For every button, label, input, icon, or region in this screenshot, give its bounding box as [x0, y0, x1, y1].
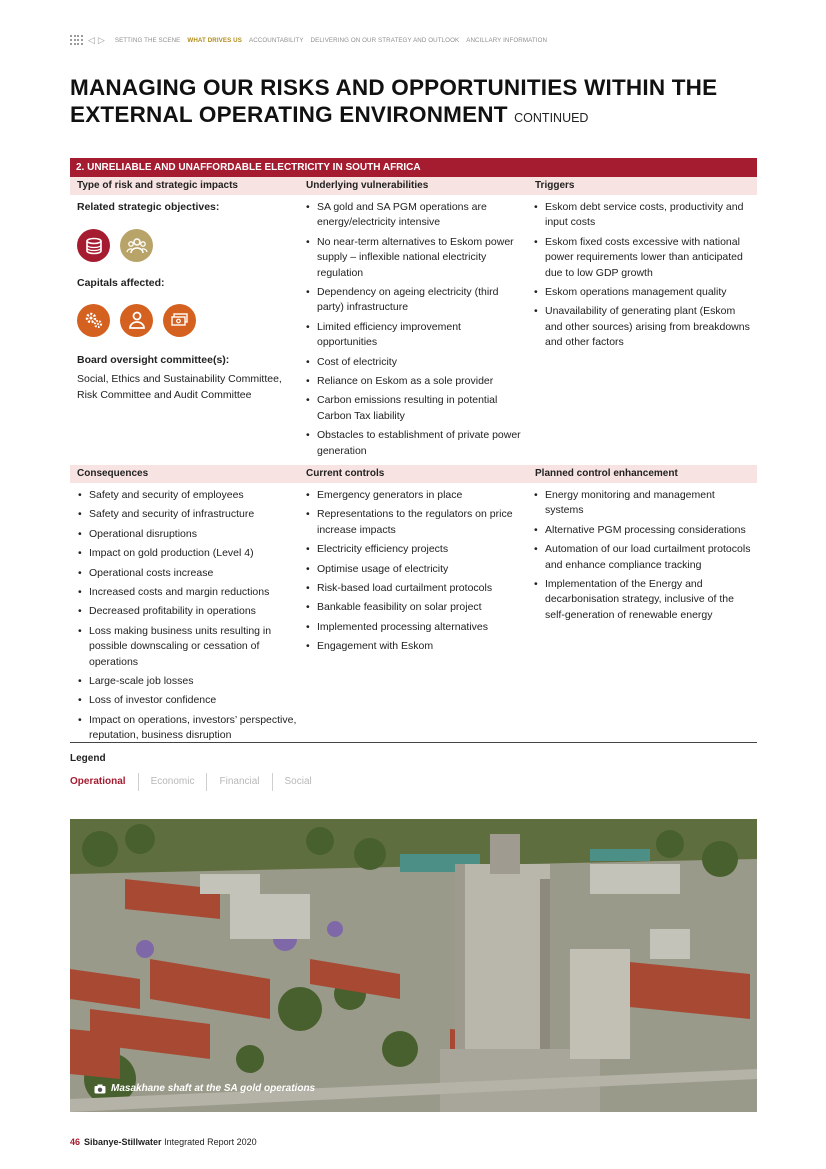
triggers-list — [533, 200, 753, 351]
board-oversight-text: Social, Ethics and Sustainability Committee, Risk Committee and Audit Committee — [77, 373, 282, 401]
mine-shaft-photo — [70, 819, 757, 1112]
header-type-of-risk: Type of risk and strategic impacts — [70, 177, 299, 195]
triggers-column — [533, 200, 753, 355]
legend-title: Legend — [70, 753, 106, 764]
list-item: • Unavailability of generating plant (Eskom and other sources) arising from breakdowns and other factors — [533, 304, 753, 350]
list-item: • No near-term alternatives to Eskom power supply – inflexible national electricity regulation — [305, 235, 523, 281]
list-item: • Eskom fixed costs excessive with national power requirements lower than anticipated due to low GDP growth — [533, 235, 753, 281]
list-item: • Carbon emissions resulting in potential Carbon Tax liability — [305, 393, 523, 424]
list-item: • Loss making business units resulting in possible downscaling or cessation of operations — [77, 624, 297, 670]
aerial-illustration — [70, 819, 757, 1112]
list-item: • Risk-based load curtailment protocols — [305, 581, 523, 596]
board-oversight-label: Board oversight committee(s): — [77, 353, 230, 366]
nav-ancillary-information[interactable]: ANCILLARY INFORMATION — [466, 36, 548, 44]
list-item: • Decreased profitability in operations — [77, 604, 297, 619]
section-heading: 2. UNRELIABLE AND UNAFFORDABLE ELECTRICITY IN SOUTH AFRICA — [70, 158, 757, 177]
legend-operational: Operational — [70, 776, 126, 787]
list-item: • Alternative PGM processing considerations — [533, 523, 753, 538]
list-item: • Implementation of the Energy and decarbonisation strategy, inclusive of the self-generation of renewable energy — [533, 577, 753, 623]
photo-caption-text: Masakhane shaft at the SA gold operations — [111, 1083, 316, 1094]
header-vulnerabilities: Underlying vulnerabilities — [299, 177, 528, 195]
page-title-line-1: MANAGING OUR RISKS AND OPPORTUNITIES WITHIN THE — [70, 75, 718, 100]
next-arrow-icon[interactable]: ▷ — [97, 35, 105, 45]
list-item: • Large-scale job losses — [77, 674, 297, 689]
list-item: • Dependency on ageing electricity (third party) infrastructure — [305, 285, 523, 316]
list-item: • Reliance on Eskom as a sole provider — [305, 374, 523, 389]
header-consequences: Consequences — [70, 465, 299, 483]
top-navigation — [70, 33, 547, 47]
banknotes-icon — [163, 304, 196, 337]
page-title — [70, 74, 760, 132]
page-number: 46 — [70, 1137, 81, 1147]
legend-economic: Economic — [138, 773, 207, 791]
previous-arrow-icon[interactable]: ◁ — [88, 35, 95, 45]
controls-column — [305, 488, 523, 659]
risk-type-column — [77, 200, 292, 403]
controls-list — [305, 488, 523, 655]
continued-label: CONTINUED — [514, 111, 589, 125]
capitals-affected-label: Capitals affected: — [77, 277, 165, 290]
nav-delivering-strategy[interactable]: DELIVERING ON OUR STRATEGY AND OUTLOOK — [310, 36, 460, 44]
legend — [70, 773, 324, 791]
list-item: • Energy monitoring and management systems — [533, 488, 753, 519]
list-item: • Emergency generators in place — [305, 488, 523, 503]
list-item: • Limited efficiency improvement opportunities — [305, 320, 523, 351]
planned-column — [533, 488, 753, 627]
list-item: • Impact on gold production (Level 4) — [77, 546, 297, 561]
header-planned-enhancement: Planned control enhancement — [528, 465, 757, 483]
people-group-icon — [120, 229, 153, 262]
list-item: • Operational disruptions — [77, 527, 297, 542]
list-item: • Bankable feasibility on solar project — [305, 600, 523, 615]
section-divider — [70, 742, 757, 743]
list-item: • Electricity efficiency projects — [305, 542, 523, 557]
list-item: • Impact on operations, investors’ perspective, reputation, business disruption — [77, 713, 297, 744]
nav-setting-the-scene[interactable]: SETTING THE SCENE — [114, 36, 181, 44]
list-item: • Obstacles to establishment of private power generation — [305, 428, 523, 459]
nav-accountability[interactable]: ACCOUNTABILITY — [248, 36, 304, 44]
legend-financial: Financial — [206, 773, 271, 791]
page-title-line-2: EXTERNAL OPERATING ENVIRONMENT — [70, 102, 508, 127]
objective-icons — [77, 229, 292, 262]
list-item: • Operational costs increase — [77, 566, 297, 581]
list-item: • Representations to the regulators on price increase impacts — [305, 507, 523, 538]
header-current-controls: Current controls — [299, 465, 528, 483]
list-item: • Safety and security of employees — [77, 488, 297, 503]
list-item: • Eskom debt service costs, productivity and input costs — [533, 200, 753, 231]
list-item: • Eskom operations management quality — [533, 285, 753, 300]
list-item: • Cost of electricity — [305, 355, 523, 370]
camera-icon — [94, 1084, 106, 1094]
vulnerabilities-column — [305, 200, 523, 463]
gears-icon — [77, 304, 110, 337]
grid-menu-icon[interactable] — [70, 35, 84, 45]
consequences-column — [77, 488, 297, 748]
page-footer — [70, 1137, 257, 1147]
list-item: • Optimise usage of electricity — [305, 562, 523, 577]
footer-brand: Sibanye-Stillwater — [84, 1137, 162, 1147]
list-item: • Loss of investor confidence — [77, 693, 297, 708]
vulnerabilities-list — [305, 200, 523, 459]
capital-icons — [77, 304, 292, 337]
list-item: • Implemented processing alternatives — [305, 620, 523, 635]
list-item: • Safety and security of infrastructure — [77, 507, 297, 522]
consequences-list — [77, 488, 297, 744]
nav-what-drives-us[interactable]: WHAT DRIVES US — [187, 36, 242, 44]
list-item: • Increased costs and margin reductions — [77, 585, 297, 600]
header-triggers: Triggers — [528, 177, 757, 195]
list-item: • Engagement with Eskom — [305, 639, 523, 654]
list-item: • Automation of our load curtailment protocols and enhance compliance tracking — [533, 542, 753, 573]
planned-list — [533, 488, 753, 623]
related-objectives-label: Related strategic objectives: — [77, 201, 220, 213]
coins-icon — [77, 229, 110, 262]
list-item: • SA gold and SA PGM operations are energy/electricity intensive — [305, 200, 523, 231]
footer-report: Integrated Report 2020 — [164, 1137, 257, 1147]
legend-social: Social — [272, 773, 324, 791]
photo-caption — [94, 1083, 315, 1094]
person-icon — [120, 304, 153, 337]
